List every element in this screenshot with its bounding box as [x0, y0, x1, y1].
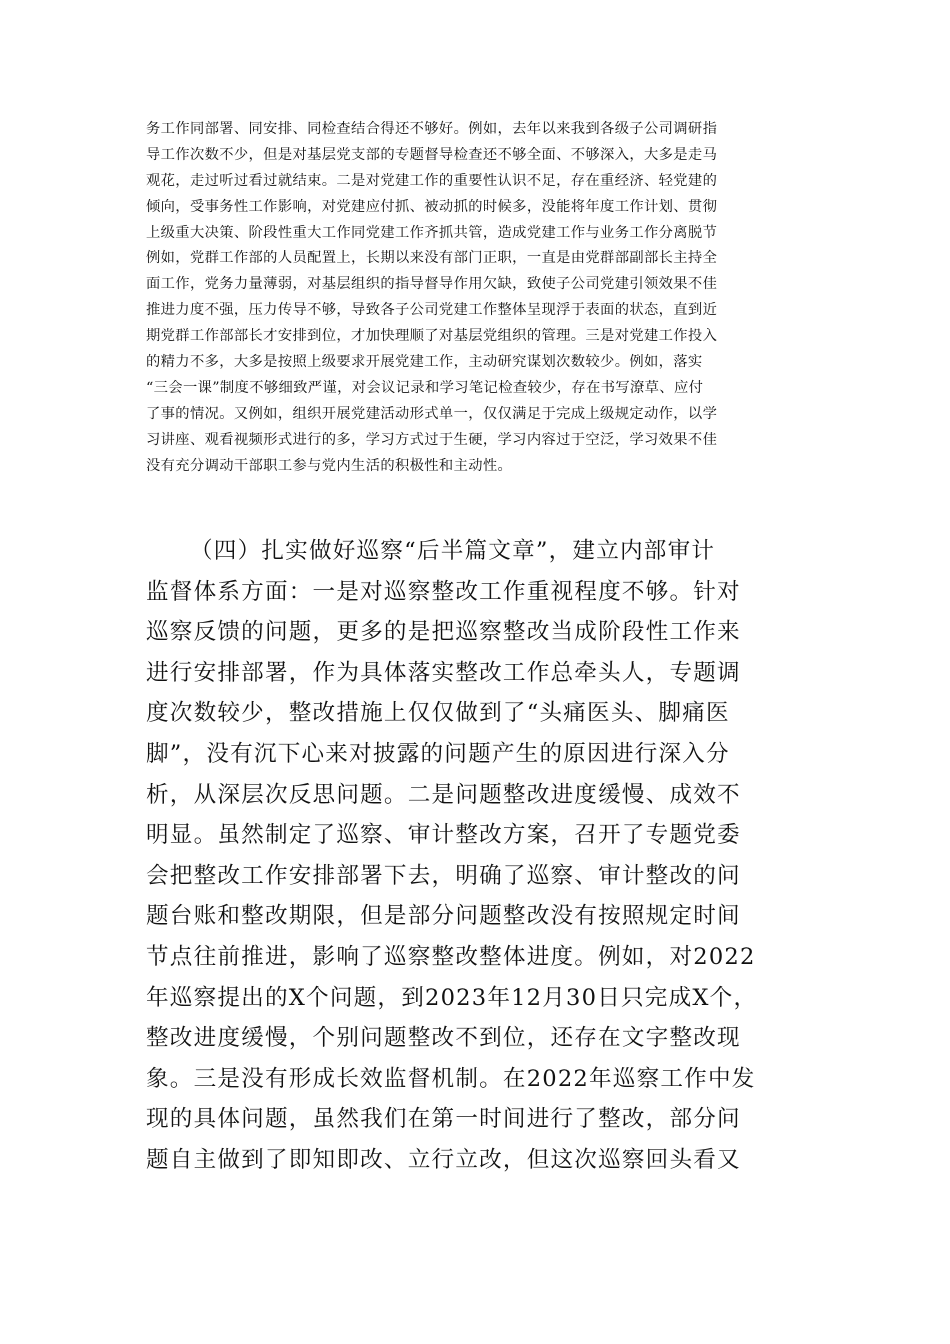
text-line: 了事的情况。又例如，组织开展党建活动形式单一，仅仅满足于完成上级规定动作，以学 — [146, 405, 718, 422]
text-line: 进行安排部署，作为具体落实整改工作总牵头人，专题调 — [146, 659, 741, 686]
text-line: 没有充分调动干部职工参与党内生活的积极性和主动性。 — [146, 457, 513, 474]
text-line: 面工作，党务力量薄弱，对基层组织的指导督导作用欠缺，致使子公司党建引领效果不佳 — [146, 276, 718, 293]
text-line: 析，从深层次反思问题。二是问题整改进度缓慢、成效不 — [146, 781, 741, 808]
text-line: 例如，党群工作部的人员配置上，长期以来没有部门正职，一直是由党群部副部长主持全 — [146, 250, 718, 267]
text-line: 明显。虽然制定了巡察、审计整改方案，召开了专题党委 — [146, 822, 741, 849]
text-line: 监督体系方面：一是对巡察整改工作重视程度不够。针对 — [146, 578, 741, 605]
text-line: “三会一课”制度不够细致严谨，对会议记录和学习笔记检查较少，存在书写潦草、应付 — [146, 379, 704, 396]
text-line: 倾向，受事务性工作影响，对党建应付抓、被动抓的时候多，没能将年度工作计划、贯彻 — [146, 198, 718, 215]
body-paragraph-small — [146, 117, 812, 479]
text-line: 推进力度不强，压力传导不够，导致各子公司党建工作整体呈现浮于表面的状态，直到近 — [146, 302, 718, 319]
text-line: 巡察反馈的问题，更多的是把巡察整改当成阶段性工作来 — [146, 619, 741, 646]
text-line: 象。三是没有形成长效监督机制。在2022年巡察工作中发 — [146, 1065, 756, 1092]
text-line: 上级重大决策、阶段性重大工作同党建工作齐抓共管，造成党建工作与业务工作分离脱节 — [146, 224, 718, 241]
text-line: 题自主做到了即知即改、立行立改，但这次巡察回头看又 — [146, 1146, 741, 1173]
text-line: 观花，走过听过看过就结束。二是对党建工作的重要性认识不足，存在重经济、轻党建的 — [146, 172, 718, 189]
text-line: 整改进度缓慢，个别问题整改不到位，还存在文字整改现 — [146, 1025, 741, 1052]
text-line: 现的具体问题，虽然我们在第一时间进行了整改，部分问 — [146, 1106, 741, 1133]
text-line: 会把整改工作安排部署下去，明确了巡察、审计整改的问 — [146, 862, 741, 889]
text-line: 度次数较少，整改措施上仅仅做到了“头痛医头、脚痛医 — [146, 700, 730, 727]
text-line: 期党群工作部部长才安排到位，才加快理顺了对基层党组织的管理。三是对党建工作投入 — [146, 328, 718, 345]
text-line: 导工作次数不少，但是对基层党支部的专题督导检查还不够全面、不够深入，大多是走马 — [146, 146, 718, 163]
text-line: 年巡察提出的X个问题，到2023年12月30日只完成X个， — [146, 984, 758, 1011]
text-line: 的精力不多，大多是按照上级要求开展党建工作，主动研究谋划次数较少。例如，落实 — [146, 354, 703, 371]
text-line: 节点往前推进，影响了巡察整改整体进度。例如，对2022 — [146, 943, 756, 970]
text-line: 习讲座、观看视频形式进行的多，学习方式过于生硬，学习内容过于空泛，学习效果不佳 — [146, 431, 718, 448]
body-paragraph-section-4 — [146, 531, 812, 1181]
text-line: 务工作同部署、同安排、同检查结合得还不够好。例如，去年以来我到各级子公司调研指 — [146, 121, 718, 137]
section-heading-line: （四）扎实做好巡察“后半篇文章”，建立内部审计 — [190, 538, 716, 564]
text-line: 题台账和整改期限，但是部分问题整改没有按照规定时间 — [146, 903, 741, 930]
text-line: 脚”，没有沉下心来对披露的问题产生的原因进行深入分 — [146, 740, 730, 767]
